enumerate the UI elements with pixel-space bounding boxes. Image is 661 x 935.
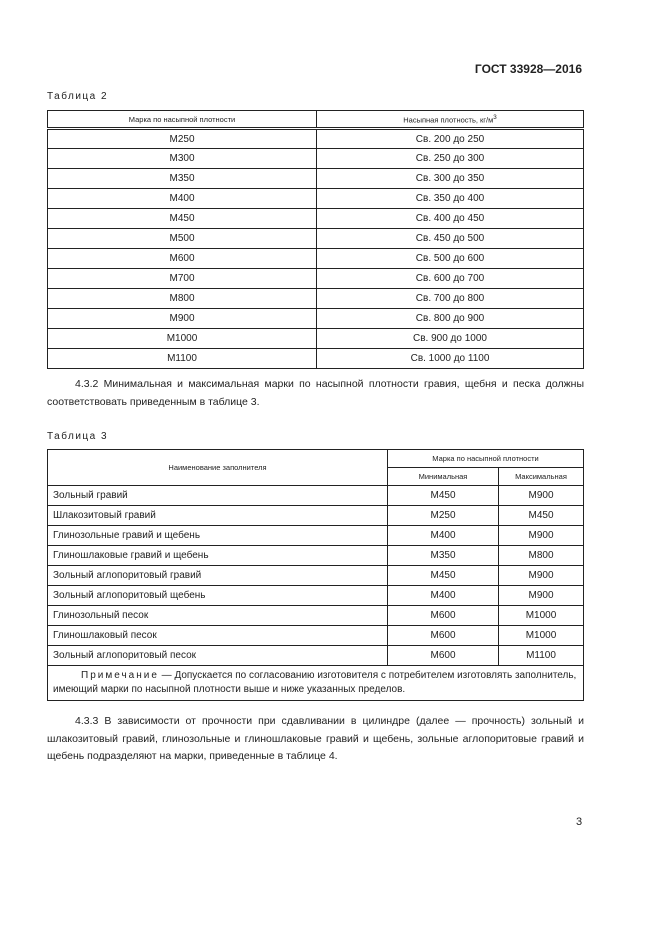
table-row bbox=[48, 526, 584, 546]
max-grade-cell: М450 bbox=[499, 506, 584, 526]
table-row bbox=[48, 586, 584, 606]
table-row bbox=[48, 606, 584, 626]
table-row bbox=[48, 249, 584, 269]
aggregate-name-cell: Зольный аглопоритовый песок bbox=[48, 646, 388, 666]
min-grade-cell: М400 bbox=[388, 586, 499, 606]
density-range-cell: Св. 350 до 400 bbox=[317, 189, 584, 209]
max-grade-cell: М1100 bbox=[499, 646, 584, 666]
table-row bbox=[48, 229, 584, 249]
density-range-cell: Св. 800 до 900 bbox=[317, 309, 584, 329]
table2-col2-header bbox=[317, 111, 584, 129]
aggregate-name-cell: Зольный аглопоритовый щебень bbox=[48, 586, 388, 606]
table-row bbox=[48, 289, 584, 309]
table-row bbox=[48, 646, 584, 666]
grade-cell: М600 bbox=[48, 249, 317, 269]
table2-col1-header: Марка по насыпной плотности bbox=[48, 111, 317, 129]
min-grade-cell: М400 bbox=[388, 526, 499, 546]
table-row bbox=[48, 506, 584, 526]
grade-cell: М450 bbox=[48, 209, 317, 229]
density-range-cell: Св. 1000 до 1100 bbox=[317, 349, 584, 369]
min-grade-cell: М350 bbox=[388, 546, 499, 566]
document-header: ГОСТ 33928—2016 bbox=[474, 62, 582, 76]
table-row bbox=[48, 189, 584, 209]
min-grade-cell: М450 bbox=[388, 486, 499, 506]
table3-group-header: Марка по насыпной плотности bbox=[388, 450, 584, 468]
density-range-cell: Св. 900 до 1000 bbox=[317, 329, 584, 349]
table3-note bbox=[48, 666, 584, 701]
table-row bbox=[48, 626, 584, 646]
min-grade-cell: М450 bbox=[388, 566, 499, 586]
col2-text: Насыпная плотность, кг/м bbox=[403, 115, 494, 125]
table-row bbox=[48, 269, 584, 289]
table-row bbox=[48, 349, 584, 369]
max-grade-cell: М800 bbox=[499, 546, 584, 566]
density-range-cell: Св. 600 до 700 bbox=[317, 269, 584, 289]
table3-min-header: Минимальная bbox=[388, 468, 499, 486]
min-grade-cell: М600 bbox=[388, 606, 499, 626]
grade-cell: М800 bbox=[48, 289, 317, 309]
table-row bbox=[48, 309, 584, 329]
grade-cell: М400 bbox=[48, 189, 317, 209]
table3-label: Таблица 3 bbox=[47, 431, 109, 442]
col2-sup: 3 bbox=[493, 113, 497, 121]
max-grade-cell: М900 bbox=[499, 526, 584, 546]
density-range-cell: Св. 250 до 300 bbox=[317, 149, 584, 169]
density-range-cell: Св. 500 до 600 bbox=[317, 249, 584, 269]
paragraph-4-3-3: 4.3.3 В зависимости от прочности при сдавливании в цилиндре (далее — прочность) зольный и шлакозитовый гравий, глинозольные и глиношлаковые гравий и щебень, зольные аглопоритовые гравий и щебень подразделяют на марки, приведенные в таблице 4. bbox=[47, 715, 584, 762]
table3-col1-header: Наименование заполнителя bbox=[48, 450, 388, 486]
grade-cell: М350 bbox=[48, 169, 317, 189]
aggregate-name-cell: Глиношлаковый песок bbox=[48, 626, 388, 646]
grade-cell: М250 bbox=[48, 129, 317, 149]
table-row bbox=[48, 169, 584, 189]
note-label: Примечание bbox=[81, 670, 159, 681]
density-range-cell: Св. 300 до 350 bbox=[317, 169, 584, 189]
aggregate-name-cell: Зольный аглопоритовый гравий bbox=[48, 566, 388, 586]
table-row bbox=[48, 149, 584, 169]
max-grade-cell: М1000 bbox=[499, 606, 584, 626]
grade-cell: М300 bbox=[48, 149, 317, 169]
grade-cell: М1000 bbox=[48, 329, 317, 349]
table-row bbox=[48, 546, 584, 566]
aggregate-name-cell: Глинозольный песок bbox=[48, 606, 388, 626]
min-grade-cell: М600 bbox=[388, 646, 499, 666]
table-row bbox=[48, 209, 584, 229]
grade-cell: М1100 bbox=[48, 349, 317, 369]
note-text: — Допускается по согласованию изготовителя с потребителем изготовлять заполнитель, имеющий марки по насыпной плотности выше и ниже указанных пределов. bbox=[53, 670, 577, 695]
density-range-cell: Св. 200 до 250 bbox=[317, 129, 584, 149]
min-grade-cell: М250 bbox=[388, 506, 499, 526]
grade-cell: М700 bbox=[48, 269, 317, 289]
grade-cell: М900 bbox=[48, 309, 317, 329]
density-range-cell: Св. 450 до 500 bbox=[317, 229, 584, 249]
density-range-cell: Св. 700 до 800 bbox=[317, 289, 584, 309]
aggregate-name-cell: Зольный гравий bbox=[48, 486, 388, 506]
paragraph-4-3-2: 4.3.2 Минимальная и максимальная марки по насыпной плотности гравия, щебня и песка должны соответствовать приведенным в таблице 3. bbox=[47, 378, 584, 408]
page-number: 3 bbox=[576, 816, 583, 828]
aggregate-name-cell: Глиношлаковые гравий и щебень bbox=[48, 546, 388, 566]
table-3 bbox=[47, 449, 584, 701]
min-grade-cell: М600 bbox=[388, 626, 499, 646]
table3-max-header: Максимальная bbox=[499, 468, 584, 486]
table-row bbox=[48, 329, 584, 349]
max-grade-cell: М900 bbox=[499, 566, 584, 586]
max-grade-cell: М900 bbox=[499, 586, 584, 606]
table-2 bbox=[47, 110, 584, 369]
max-grade-cell: М900 bbox=[499, 486, 584, 506]
aggregate-name-cell: Шлакозитовый гравий bbox=[48, 506, 388, 526]
table-row bbox=[48, 486, 584, 506]
aggregate-name-cell: Глинозольные гравий и щебень bbox=[48, 526, 388, 546]
grade-cell: М500 bbox=[48, 229, 317, 249]
table2-label: Таблица 2 bbox=[47, 91, 109, 102]
max-grade-cell: М1000 bbox=[499, 626, 584, 646]
table-row bbox=[48, 566, 584, 586]
table-row bbox=[48, 129, 584, 149]
density-range-cell: Св. 400 до 450 bbox=[317, 209, 584, 229]
